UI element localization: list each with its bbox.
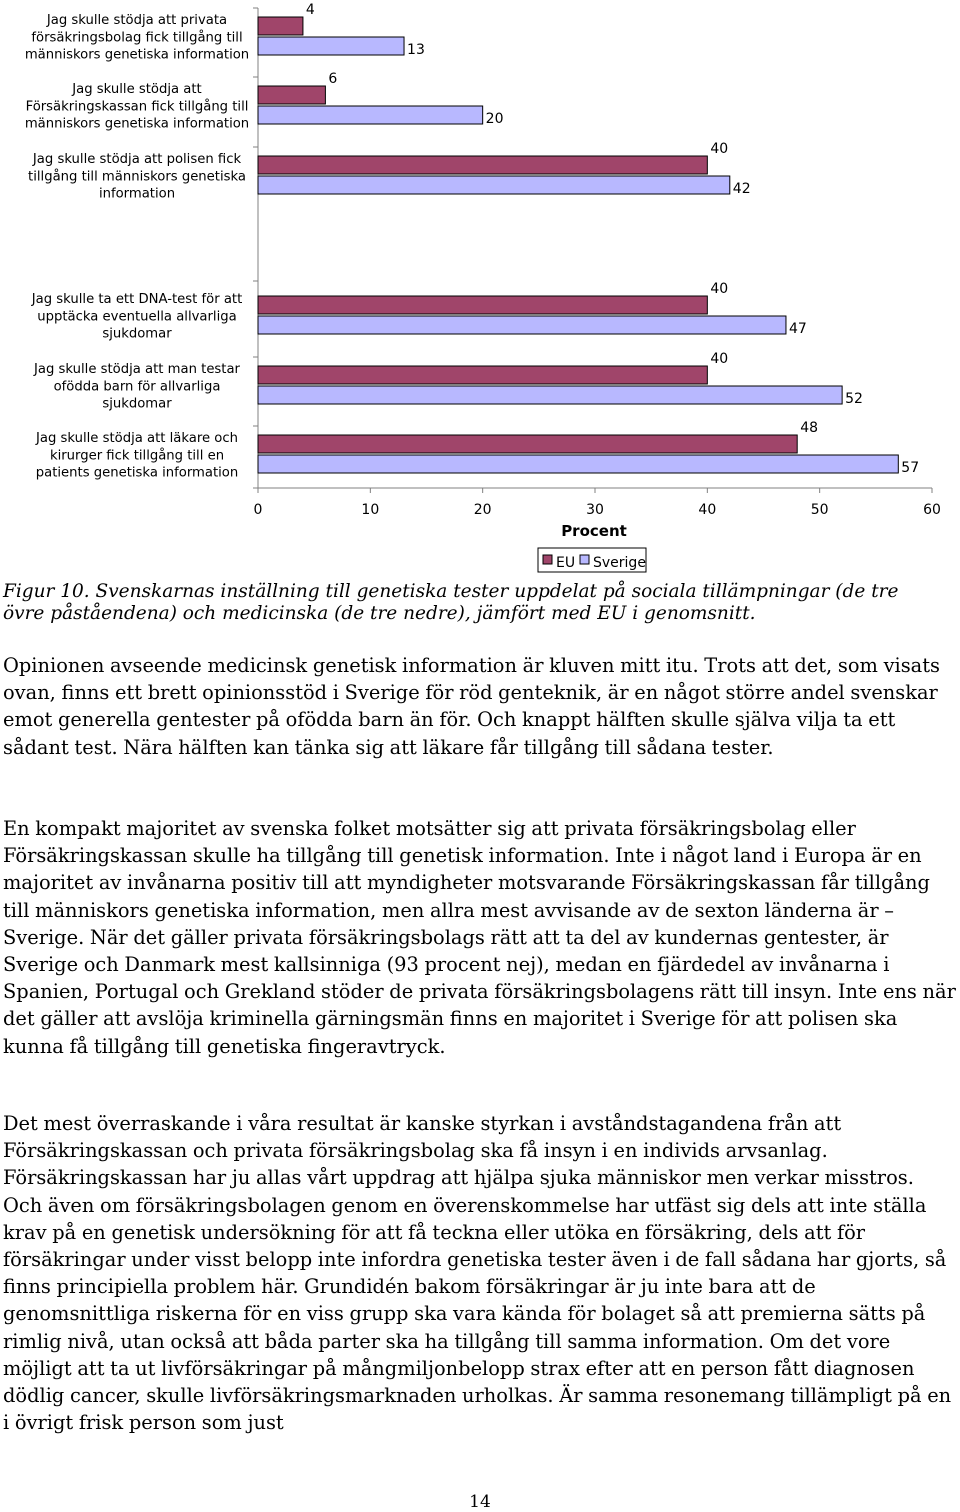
category-label: Försäkringskassan fick tillgång till bbox=[25, 99, 249, 115]
category-label: Jag skulle stödja att polisen fick bbox=[32, 152, 242, 167]
x-tick-label: 60 bbox=[923, 502, 941, 518]
bar-sverige bbox=[258, 455, 898, 473]
category-label: ofödda barn för allvarliga bbox=[53, 379, 221, 395]
bar-sverige bbox=[258, 106, 483, 124]
chart-bars bbox=[258, 17, 898, 473]
figure-caption-label: Figur 10. bbox=[3, 581, 90, 602]
data-label: 40 bbox=[710, 351, 729, 367]
x-tick-label: 10 bbox=[361, 502, 380, 518]
chart-axes bbox=[253, 8, 932, 493]
legend-swatch-sverige bbox=[580, 555, 589, 564]
bar-eu bbox=[258, 17, 303, 35]
x-axis-title: Procent bbox=[561, 522, 627, 540]
data-label: 48 bbox=[800, 420, 819, 436]
data-label: 13 bbox=[407, 42, 425, 58]
x-tick-label: 40 bbox=[698, 502, 717, 518]
category-label: människors genetiska information bbox=[24, 116, 250, 132]
paragraph-1: Opinionen avseende medicinsk genetisk information är kluven mitt itu. Trots att det, som visats ovan, finns ett brett opinionsstöd i Sverige för röd genteknik, är en något större andel svenskar emot generella gentester på ofödda barn än för. Och knappt hälften skulle själva vilja ta ett sådant test. Nära hälften kan tänka sig att läkare får tillgång till sådana tester. bbox=[3, 654, 940, 759]
category-labels bbox=[25, 13, 249, 481]
category-label: upptäcka eventuella allvarliga bbox=[37, 309, 237, 325]
category-label: tillgång till människors genetiska bbox=[28, 169, 246, 185]
category-label: patients genetiska information bbox=[35, 465, 239, 481]
category-label: Jag skulle stödja att bbox=[72, 82, 202, 97]
legend-label: Sverige bbox=[593, 555, 646, 571]
figure-caption-text: Svenskarnas inställning till genetiska tester uppdelat på sociala tillämpningar (de tre övre påståendena) och medicinska (de tre nedre), jämfört med EU i genomsnitt. bbox=[3, 581, 899, 624]
data-label: 57 bbox=[901, 460, 920, 476]
data-label: 52 bbox=[845, 391, 863, 407]
x-tick-labels bbox=[254, 502, 941, 518]
x-tick-label: 30 bbox=[586, 502, 604, 518]
bar-eu bbox=[258, 366, 707, 384]
bar-chart bbox=[0, 0, 960, 580]
bar-eu bbox=[258, 86, 325, 104]
bar-eu bbox=[258, 156, 707, 174]
category-label: Jag skulle stödja att privata bbox=[46, 13, 228, 28]
category-label: information bbox=[98, 186, 176, 202]
bar-eu bbox=[258, 296, 707, 314]
bar-eu bbox=[258, 435, 797, 453]
data-label: 20 bbox=[485, 111, 504, 127]
data-label: 40 bbox=[710, 141, 729, 157]
bar-sverige bbox=[258, 316, 786, 334]
bar-sverige bbox=[258, 386, 842, 404]
data-label: 47 bbox=[788, 321, 807, 337]
data-labels bbox=[306, 2, 919, 476]
category-label: människors genetiska information bbox=[24, 47, 250, 63]
page-number: 14 bbox=[469, 1492, 491, 1512]
category-label: försäkringsbolag fick tillgång till bbox=[31, 30, 243, 46]
paragraph-3: Det mest överraskande i våra resultat är kanske styrkan i avståndstagandena från att Försäkringskassan och privata försäkringsbolag ska få insyn i en individs arvsanlag. Försäkringskassan har ju allas vårt uppdrag att hjälpa sjuka människor men verkar misstros. Och även om försäkringsbolagen genom en överenskommelse har utfäst sig dels att inte ställa krav på en genetisk undersökning för att få teckna eller utöka en försäkring, dels att för försäkringar under visst belopp inte infordra genetiska tester även i de fall sådana har gjorts, så finns principiella problem här. Grundidén bakom försäkringar är ju inte bara att de genomsnittliga riskerna för en viss grupp ska vara kända för bolaget så att premierna sätts på rimlig nivå, utan också att båda parter ska ha tillgång till samma information. Om det vore möjligt att ta ut livförsäkringar på mångmiljonbelopp strax efter att en person fått diagnosen dödlig cancer, skulle livförsäkringsmarknaden urholkas. Är samma resonemang tillämpligt på en i övrigt frisk person som just bbox=[3, 1112, 952, 1435]
data-label: 4 bbox=[305, 2, 315, 18]
data-label: 42 bbox=[732, 181, 751, 197]
category-label: sjukdomar bbox=[102, 326, 172, 342]
category-label: kirurger fick tillgång till en bbox=[49, 448, 225, 464]
data-label: 40 bbox=[710, 281, 729, 297]
paragraph-2: En kompakt majoritet av svenska folket motsätter sig att privata försäkringsbolag eller Försäkringskassan skulle ha tillgång till genetisk information. Inte i något land i Europa är en majoritet av invånarna positiv till att myndigheter motsvarande Försäkringskassan får tillgång till människors genetiska information, men allra mest avvisande av de sexton länderna är – Sverige. När det gäller privata försäkringsbolags rätt att ta del av kundernas gentester, är Sverige och Danmark mest kallsinniga (93 procent nej), medan en fjärdedel av invånarna i Spanien, Portugal och Grekland stöder de privata försäkringsbolagens rätt till insyn. Inte ens när det gäller att avslöja kriminella gärningsmän finns en majoritet i Sverige för att polisen ska kunna få tillgång till genetiska fingeravtryck. bbox=[3, 817, 956, 1058]
figure-caption bbox=[3, 581, 938, 625]
category-label: Jag skulle stödja att läkare och bbox=[35, 431, 239, 446]
x-tick-label: 50 bbox=[810, 502, 829, 518]
bar-sverige bbox=[258, 176, 730, 194]
category-label: sjukdomar bbox=[102, 396, 172, 412]
x-tick-label: 20 bbox=[473, 502, 492, 518]
category-label: Jag skulle ta ett DNA-test för att bbox=[31, 292, 243, 307]
category-label: Jag skulle stödja att man testar bbox=[34, 362, 240, 377]
bar-sverige bbox=[258, 37, 404, 55]
legend-swatch-eu bbox=[543, 555, 552, 564]
legend-label: EU bbox=[556, 555, 576, 571]
chart-legend bbox=[538, 548, 646, 572]
data-label: 6 bbox=[328, 71, 338, 87]
x-tick-label: 0 bbox=[253, 502, 263, 518]
